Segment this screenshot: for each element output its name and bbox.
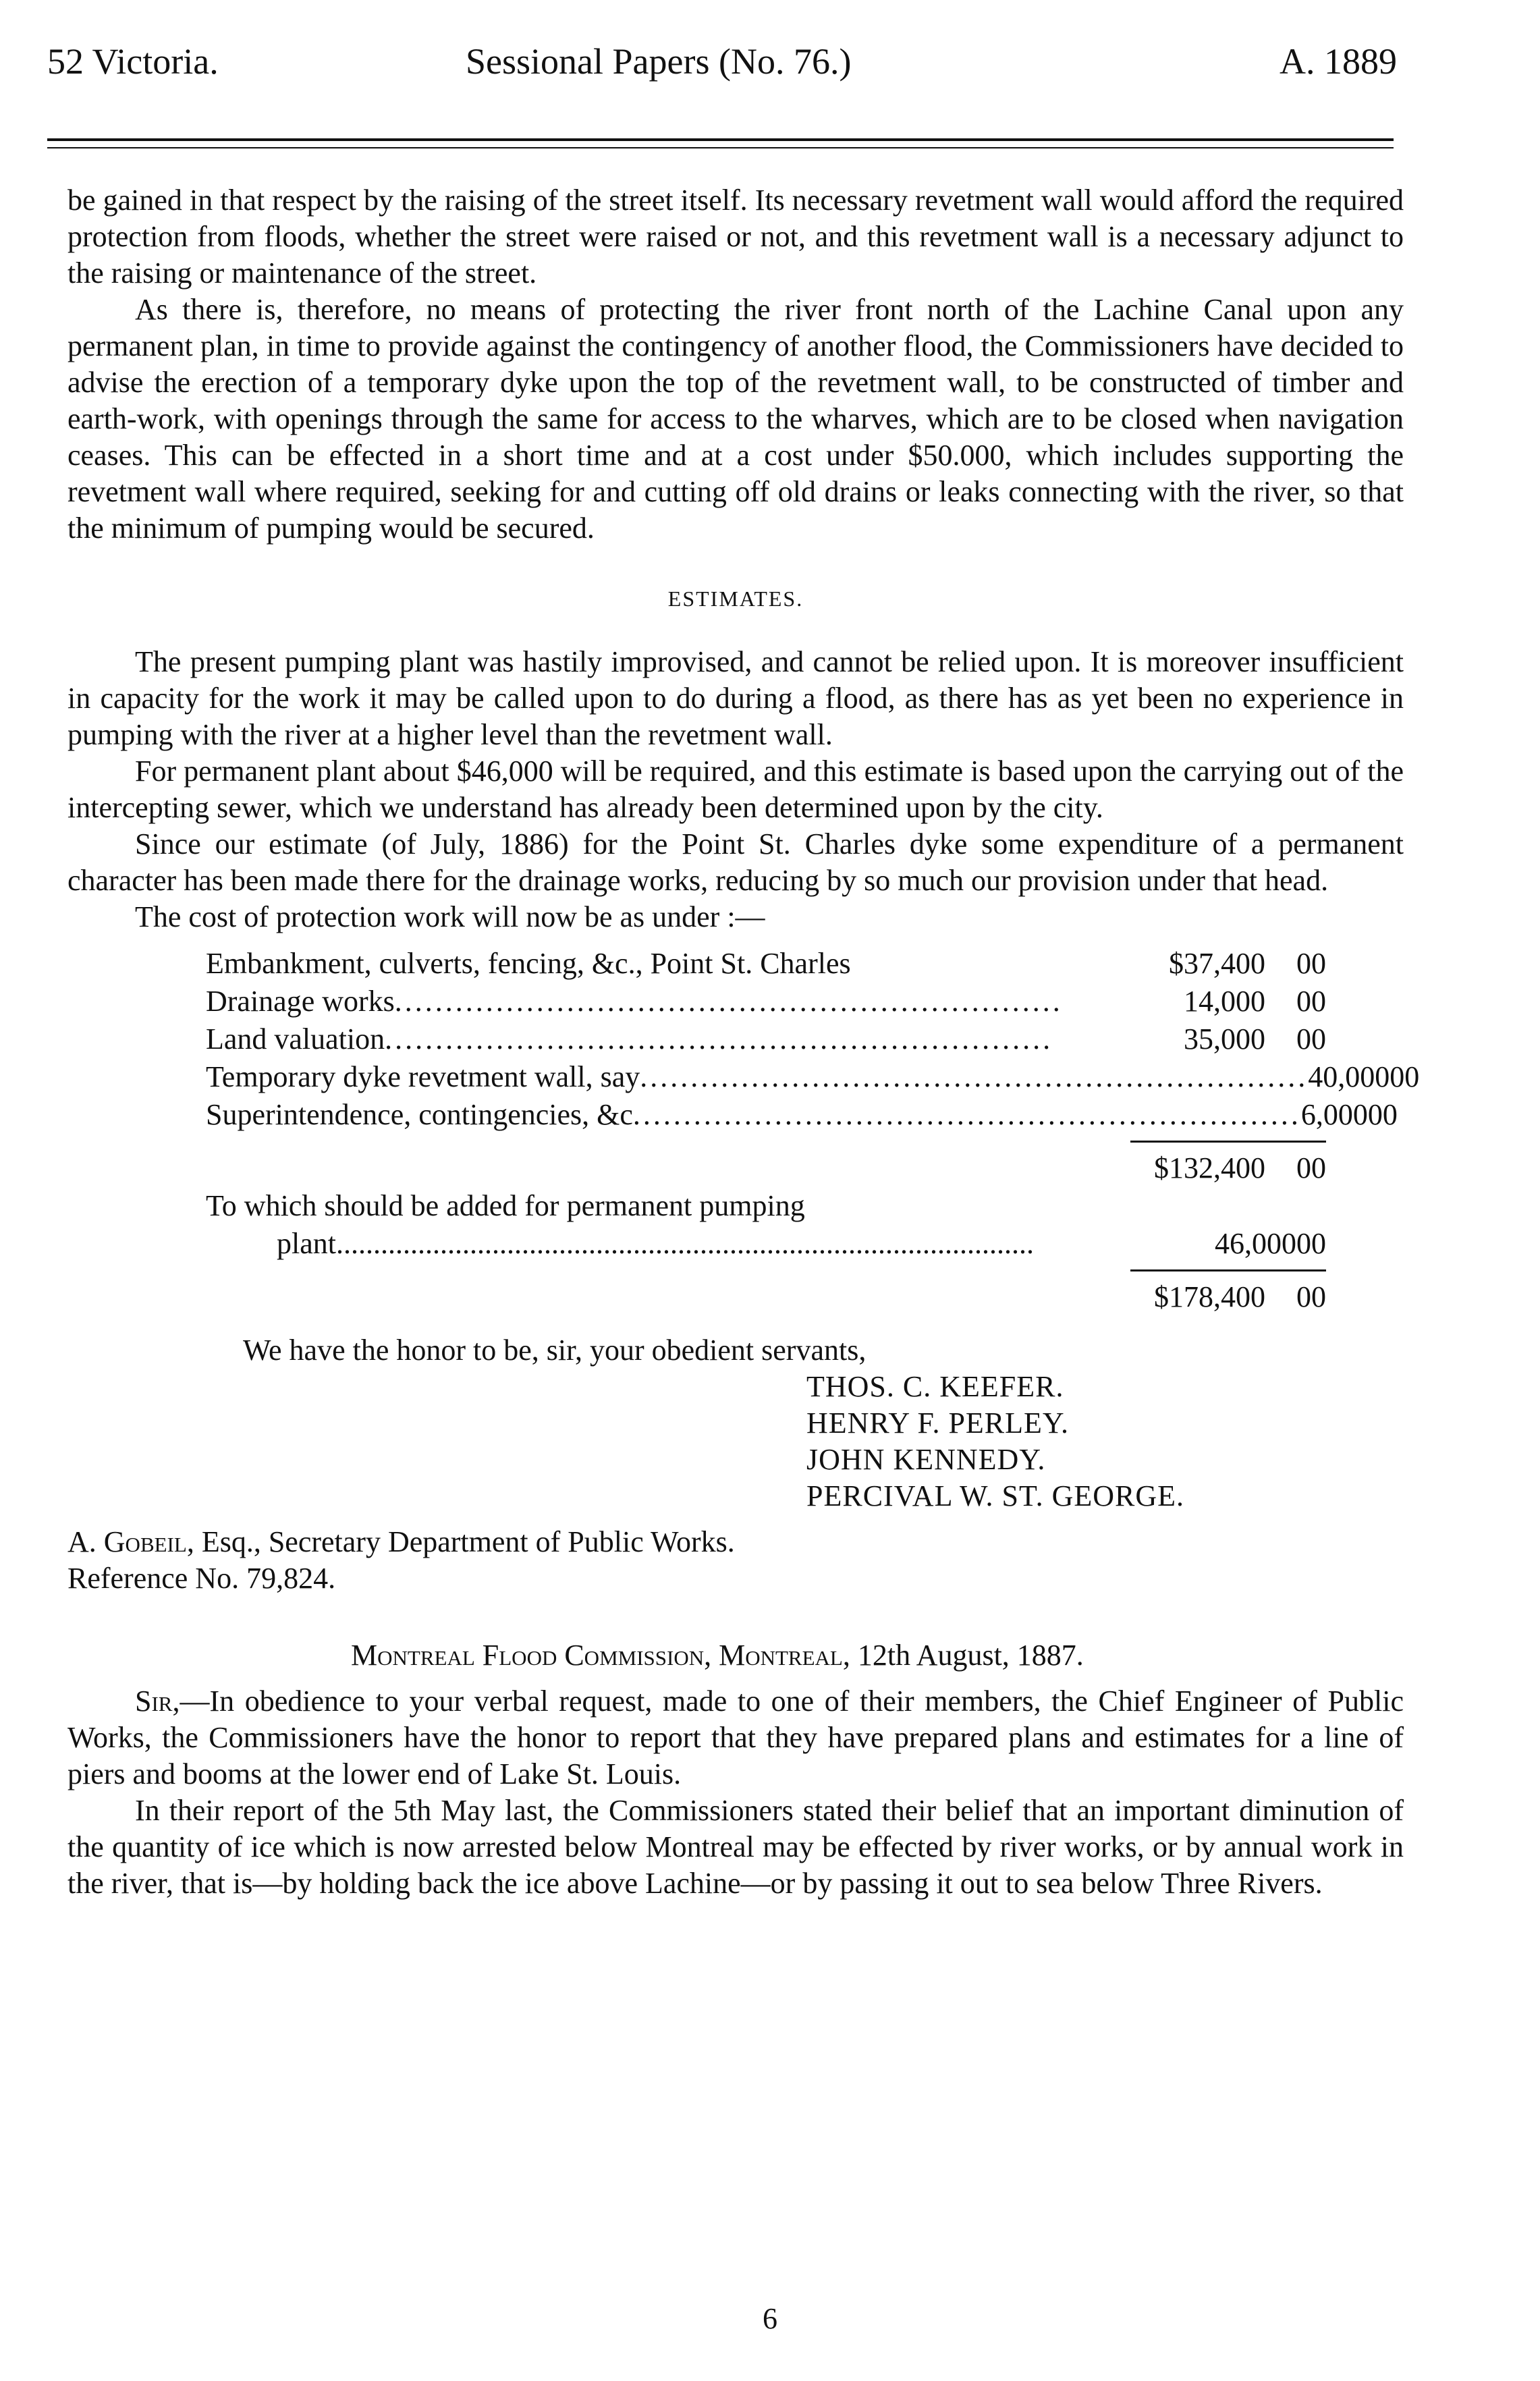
total-rule [1130,1269,1326,1271]
estimates-table [206,945,1420,1316]
addressee-prefix: A. [67,1525,104,1558]
estimate-amount: 35,000 [1184,1022,1265,1056]
estimate-label: Land valuation [206,1022,385,1056]
estimate-row [206,983,1326,1020]
estimate-row [206,1096,1398,1134]
total-amount: $178,400 [1154,1280,1265,1313]
addition-row [206,1187,1326,1263]
addressee-name: Gobeil [103,1525,187,1558]
estimate-row [206,945,1326,983]
dateline-origin: Montreal Flood Commission, Montreal [351,1639,843,1672]
paragraph-continuation: be gained in that respect by the raising of the street itself. Its necessary revetment wall would afford the required protection from floods, whether the street were raised or not, and this revetment wall is a necessary adjunct to the raising or maintenance of the street. [67,184,1404,290]
paragraph-pumping-plant: The present pumping plant was hastily improvised, and cannot be relied upon. It is moreover insufficient in capacity for the work it may be called upon to do during a flood, as there has as yet been no experience in pumping with the river at a higher level than the revetment wall. [67,645,1404,751]
letter-paragraph-request-text: —In obedience to your verbal request, made to one of their members, the Chief Engineer of Public Works, the Commissioners have the honor to report that they have prepared plans and estimates for a line of piers and booms at the lower end of Lake St. Louis. [67,1685,1404,1790]
signatory: HENRY F. PERLEY. [806,1406,1069,1440]
paragraph-permanent-plant: For permanent plant about $46,000 will be required, and this estimate is based upon the carrying out of the intercepting sewer, which we understand has already been determined upon by the city. [67,755,1404,824]
addition-label-line2: plant [277,1227,336,1260]
paragraph-temporary-dyke: As there is, therefore, no means of protecting the river front north of the Lachine Canal upon any permanent plan, in time to provide against the contingency of another flood, the Commissioners have decided to advise the erection of a temporary dyke upon the top of the revetment wall, to be constructed of timber and earth-work, with openings through the same for access to the wharves, which are to be closed when navigation ceases. This can be effected in a short time and at a cost under $50.000, which includes supporting the revetment wall where required, seeking for and cutting off old drains or leaks connecting with the river, so that the minimum of pumping would be secured. [67,293,1404,545]
header-volume: 52 Victoria. [47,41,219,82]
header-rule-thin [47,147,1394,148]
paragraph-cost-intro: The cost of protection work will now be as under :— [135,900,765,933]
estimate-cents: 00 [1296,1022,1326,1056]
estimate-cents: 00 [1390,1060,1420,1093]
leader-dots: .................................................................. [632,1098,1301,1131]
signatory: JOHN KENNEDY. [806,1443,1046,1476]
estimate-label: Superintendence, contingencies, &c [206,1098,633,1131]
letter-dateline [67,1637,1404,1674]
subtotal-rule [1130,1141,1326,1143]
estimate-cents: 00 [1367,1098,1398,1131]
addition-amount: 46,000 [1215,1227,1296,1260]
subtotal-cents: 00 [1296,1151,1326,1184]
total-row [206,1278,1326,1316]
closing-line: We have the honor to be, sir, your obedient servants, [243,1334,867,1367]
header-year: A. 1889 [1280,41,1397,82]
estimate-label: Drainage works [206,985,395,1018]
estimate-amount: 40,000 [1308,1060,1390,1093]
header-title: Sessional Papers (No. 76.) [466,41,852,82]
estimate-row [206,1058,1420,1096]
leader-dots: .............................................................................................. [335,1227,1034,1260]
letter-paragraph-request [67,1683,1404,1792]
leader-dots: .................................................................. [394,985,1063,1018]
estimate-label: Embankment, culverts, fencing, &c., Point St. Charles [206,947,851,980]
reference-number: Reference No. 79,824. [67,1562,336,1595]
signature-block [806,1369,1404,1514]
page-body [67,182,1420,1902]
section-heading-estimates: ESTIMATES. [667,586,804,611]
leader-dots: .................................................................. [640,1060,1309,1093]
estimate-label: Temporary dyke revetment wall, say [206,1060,640,1093]
header-rule-thick [47,138,1394,141]
salutation: Sir, [135,1685,180,1718]
page-number: 6 [763,2302,777,2335]
leader-dots: .................................................................. [385,1022,1053,1056]
dateline-date: , 12th August, 1887. [842,1639,1084,1672]
estimate-amount: 6,000 [1300,1098,1368,1131]
estimate-row [206,1020,1326,1058]
paragraph-point-st-charles: Since our estimate (of July, 1886) for the Point St. Charles dyke some expenditure of a permanent character has been made there for the drainage works, reducing by so much our provision under that head. [67,827,1404,897]
running-header [47,27,1397,88]
addressee-title: , Esq., Secretary Department of Public Works. [186,1525,735,1558]
estimate-amount: $37,400 [1169,947,1265,980]
signatory: PERCIVAL W. ST. GEORGE. [806,1479,1185,1512]
letter-paragraph-ice: In their report of the 5th May last, the Commissioners stated their belief that an important diminution of the quantity of ice which is now arrested below Montreal may be effected by river works, or by annual work in the river, that is—by holding back the ice above Lachine—or by passing it out to sea below Three Rivers. [67,1794,1404,1900]
signatory: THOS. C. KEEFER. [806,1370,1064,1403]
addressee-block [67,1524,1404,1597]
total-cents: 00 [1296,1280,1326,1313]
estimate-cents: 00 [1296,985,1326,1018]
estimate-cents: 00 [1296,947,1326,980]
subtotal-amount: $132,400 [1154,1151,1265,1184]
addition-cents: 00 [1296,1227,1326,1260]
estimate-amount: 14,000 [1184,985,1265,1018]
addition-label-line1: To which should be added for permanent pumping [206,1189,805,1222]
subtotal-row [206,1149,1326,1187]
